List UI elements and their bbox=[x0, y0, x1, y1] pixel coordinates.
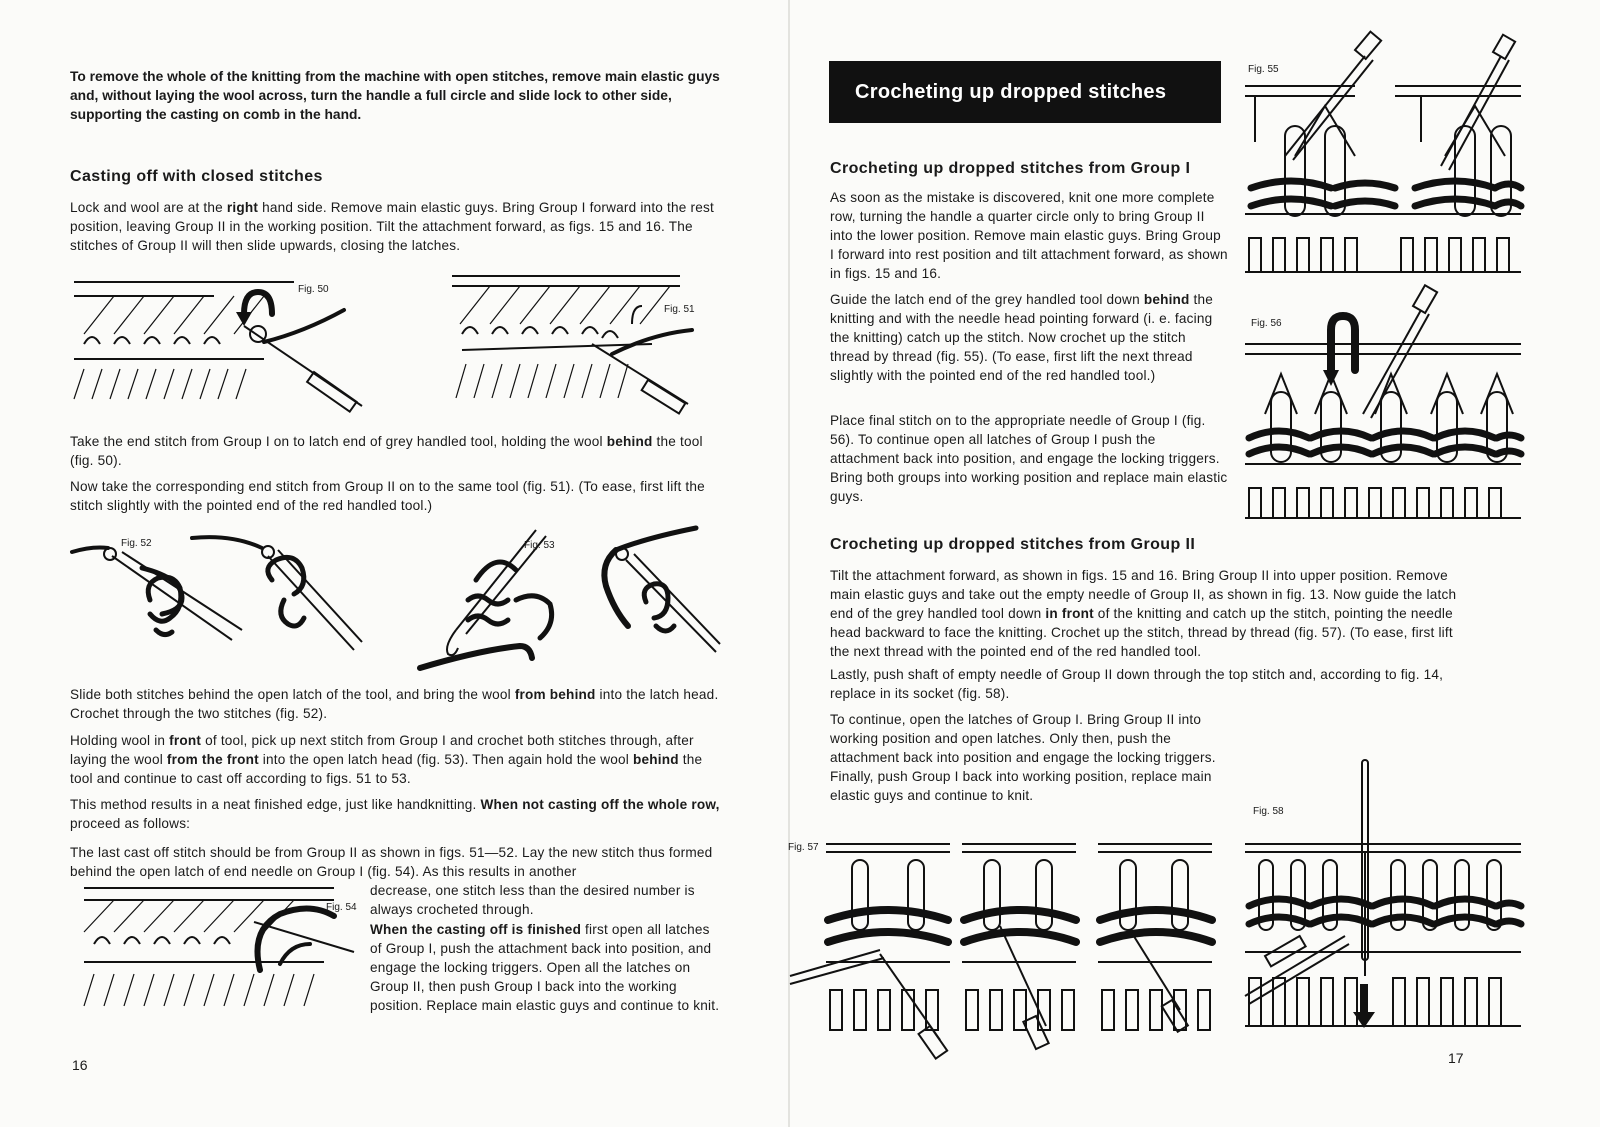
fig-50-label: Fig. 50 bbox=[298, 284, 329, 295]
fig-58-label: Fig. 58 bbox=[1253, 806, 1284, 817]
paragraph-last-cast-off-stitch: The last cast off stitch should be from Group II as shown in figs. 51—52. Lay the new stitch thus formed behind the open latch of end needle on Group I (fig. 54). As this results in another bbox=[70, 845, 713, 879]
paragraph-mistake-discovered: As soon as the mistake is discovered, knit one more complete row, turning the handle a quarter circle only to bring Group II into the lower position. Remove main elastic guys. Bring Group I forward into rest position and tilt attachment forward, as shown in figs. 15 and 16. bbox=[830, 190, 1228, 281]
figure-53-illustration bbox=[416, 520, 716, 680]
figure-57-illustration bbox=[780, 830, 1220, 1060]
paragraph-lock-and-wool: Lock and wool are at the right hand side. Remove main elastic guys. Bring Group I forward into the rest position, leaving Group II in the working position. Tilt the attachment forward, as figs. 15 and 16. The stitches of Group II will then slide upwards, closing the latches. bbox=[70, 200, 714, 253]
paragraph-to-continue: To continue, open the latches of Group I. Bring Group II into working position and open latches. Only then, push the attachment back into position and engage the locking triggers. Finally, push Group I back into working position, replace main elastic guys and continue to knit. bbox=[830, 712, 1216, 803]
fig-53-label: Fig. 53 bbox=[524, 540, 555, 551]
page-number-17: 17 bbox=[1448, 1050, 1464, 1066]
paragraph-guide-latch-end: Guide the latch end of the grey handled tool down behind the knitting and with the needle head pointing forward (i. e. facing the knitting) catch up the stitch. Now crochet up the stitch thread by thread (fig. 55). (To ease, first lift the next thread slightly with the pointed end of the red handled tool.) bbox=[830, 292, 1214, 383]
paragraph-slide-both-stitches: Slide both stitches behind the open latch of the tool, and bring the wool from behind into the latch head. Crochet through the two stitches (fig. 52). bbox=[70, 687, 719, 721]
fig-51-label: Fig. 51 bbox=[664, 304, 695, 315]
figure-55-illustration bbox=[1245, 46, 1525, 278]
subheading-group-2: Crocheting up dropped stitches from Group II bbox=[830, 536, 1196, 553]
paragraph-take-end-stitch: Take the end stitch from Group I on to latch end of grey handled tool, holding the wool behind the tool (fig. 50). bbox=[70, 434, 703, 468]
figure-50-illustration bbox=[74, 274, 364, 414]
section-title-casting-off: Casting off with closed stitches bbox=[70, 168, 323, 185]
page-16 bbox=[0, 0, 790, 1127]
fig-55-label: Fig. 55 bbox=[1248, 64, 1279, 75]
page-17 bbox=[790, 0, 1600, 1127]
paragraph-tilt-attachment: Tilt the attachment forward, as shown in figs. 15 and 16. Bring Group II into upper position. Remove main elastic guys and take out the empty needle of Group II, as shown in fig. 13. Now guide the latch end of the grey handled tool down in front of the knitting and catch up the stitch, pointing the needle head backward to face the knitting. Crochet up the stitch, thread by thread (fig. 57). (To ease, first lift the next thread with the pointed end of the red handled tool. bbox=[830, 568, 1457, 659]
paragraph-decrease-continued: decrease, one stitch less than the desired number is always crocheted through. bbox=[370, 883, 695, 917]
figure-54-illustration bbox=[74, 882, 364, 1022]
banner-title: Crocheting up dropped stitches bbox=[829, 61, 1221, 123]
paragraph-holding-wool: Holding wool in front of tool, pick up next stitch from Group I and crochet both stitches through, after laying the wool from the front into the open latch head (fig. 53). Then again hold the wool behind the tool and continue to cast off according to figs. 51 to 53. bbox=[70, 733, 703, 786]
page-number-16: 16 bbox=[72, 1057, 88, 1073]
figure-51-illustration bbox=[452, 274, 692, 414]
fig-52-label: Fig. 52 bbox=[121, 538, 152, 549]
paragraph-neat-finished-edge: This method results in a neat finished edge, just like handknitting. When not casting off the whole row, proceed as follows: bbox=[70, 797, 720, 831]
paragraph-casting-off-finished: When the casting off is finished first open all latches of Group I, push the attachment back into position, and engage the locking triggers. Open all the latches on Group II, then push Group I back into the working position. Replace main elastic guys and continue to knit. bbox=[370, 922, 720, 1013]
fig-57-label: Fig. 57 bbox=[788, 842, 819, 853]
figure-56-illustration bbox=[1245, 304, 1525, 524]
subheading-group-1: Crocheting up dropped stitches from Group I bbox=[830, 160, 1191, 177]
fig-54-label: Fig. 54 bbox=[326, 902, 357, 913]
figure-58-illustration bbox=[1245, 756, 1525, 1046]
intro-paragraph: To remove the whole of the knitting from the machine with open stitches, remove main elastic guys and, without laying the wool across, turn the handle a full circle and slide lock to other side, supporting the casting on comb in the hand. bbox=[70, 69, 720, 122]
paragraph-corresponding-stitch: Now take the corresponding end stitch from Group II on to the same tool (fig. 51). (To ease, first lift the stitch slightly with the pointed end of the red handled tool.) bbox=[70, 479, 705, 513]
paragraph-lastly-push-shaft: Lastly, push shaft of empty needle of Group II down through the top stitch and, according to fig. 14, replace in its socket (fig. 58). bbox=[830, 667, 1444, 701]
figure-52-illustration bbox=[72, 530, 352, 670]
paragraph-place-final-stitch: Place final stitch on to the appropriate needle of Group I (fig. 56). To continue open all latches of Group I push the attachment back into position, and engage the locking triggers. Bring both groups into working position and replace main elastic guys. bbox=[830, 413, 1228, 504]
fig-56-label: Fig. 56 bbox=[1251, 318, 1282, 329]
